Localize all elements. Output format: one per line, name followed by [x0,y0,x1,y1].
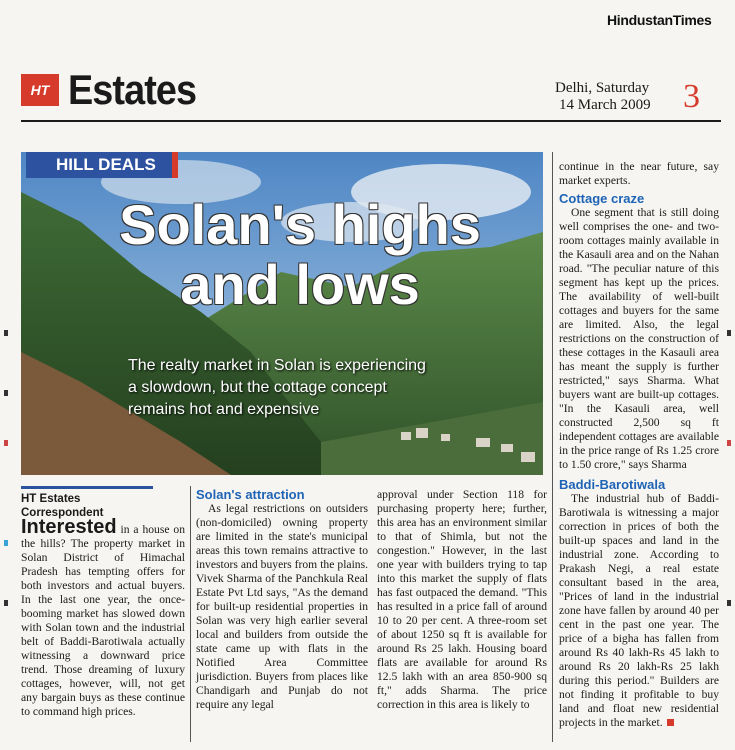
baddi-barotiwala-text [559,492,719,730]
column-1 [21,492,185,719]
margin-mark [4,440,8,446]
column-2-text: As legal restrictions on outsiders (non-domiciled) owning property are limited in the state's municipal areas this town remains attractive to investors and buyers from the plains. Vivek Sharma of the Panchkula Real Estate Pvt Ltd says, "As the demand for built-up residential properties in Solan was very high earlier several local and builders from outside the state came up with flats in the Notified Area Committee jurisdiction. Buyers from places like Chandigarh and Punjab do not require any legal [196,502,368,711]
baddi-barotiwala-body: The industrial hub of Baddi-Barotiwala is witnessing a major correction in prices of both the built-up spaces and land in the industrial zone. According to Prakash Negi, a real estate consultant based in the area, "Prices of land in the industrial zone have fallen by around 40 per cent in the past one year. The price of a bigha has fallen from around Rs 40 lakh-Rs 45 lakh to around Rs 20 lakh-Rs 25 lakh during this period." Builders are not finding it profitable to buy land and float new residential projects in the market. [559,492,719,729]
section-title: Estates [68,66,197,113]
subhead-cottage-craze: Cottage craze [559,191,645,206]
column-divider [552,152,553,742]
ht-logo: HT [21,74,59,106]
byline-bar [21,486,153,489]
dropcap-word: Interested [21,516,117,538]
column-2 [196,488,368,712]
headline-line-1: Solan's highs [119,193,481,256]
end-mark-icon [667,719,674,726]
margin-mark [727,600,731,606]
column-divider [190,486,191,742]
headline-line-2: and lows [180,253,420,316]
subhead-baddi-barotiwala: Baddi-Barotiwala [559,477,666,492]
dateline [555,80,651,114]
intro-paragraph [21,516,185,719]
column-3-text: approval under Section 118 for purchasing property here; further, this area has an environment similar to that of Shimla, but not the congestion." However, in the last one year with builders trying to tap into this market the supply of flats has fast outpaced the demand. "This has resulted in a price fall of around 10 to 20 per cent. A three-room set of about 1250 sq ft is available for around Rs 25 lakh. Housing board flats are available for around Rs 12.5 lakh with an area 850-900 sq ft," adds Sharma. The price correction in this area is likely to [377,488,547,711]
masthead-logo: HindustanTimes [607,12,712,28]
margin-mark [4,600,8,606]
margin-mark [4,540,8,546]
dateline-date: 14 March 2009 [559,97,651,113]
standfirst: The realty market in Solan is experiencing a slowdown, but the cottage concept remains hot and expensive [128,357,426,418]
subhead-solans-attraction: Solan's attraction [196,487,305,502]
kicker-label: HILL DEALS [26,152,178,178]
headline [100,195,500,315]
section-rule [21,120,721,122]
column-4 [559,160,719,730]
column-4-lead: continue in the near future, say market experts. [559,160,719,187]
dateline-day: Delhi, Saturday [555,80,650,96]
cottage-craze-text: One segment that is still doing well comprises the one- and two-room cottages mainly available in the Kasauli area and on the Nahan road. "The peculiar nature of this segment has kept up the prices. The availability of well-built cottages and buyers for the same are limited. Also, the legal restrictions on the construction of these cottages in the Kasauli area has meant the supply is further restricted," says Sharma. What buyers want are built-up cottages. "In the Kasauli area, well constructed 2,500 sq ft independent cottages are available in the price range of Rs 1.25 crore to 1.50 crore," says Sharma [559,206,719,471]
page-number: 3 [683,78,700,115]
margin-mark [4,330,8,336]
margin-mark [727,330,731,336]
byline-line-1: HT Estates [21,493,81,505]
byline-line-2: Correspondent [21,507,104,519]
column-3 [377,488,547,712]
margin-mark [4,390,8,396]
margin-mark [727,440,731,446]
intro-text: in a house on the hills? The property market in Solan District of Himachal Pradesh has tempting offers for both investors and actual buyers. In the last one year, the once-booming market has slowed down with Solan town and the industrial belt of Baddi-Barotiwala actually witnessing a downward price trend. Those dreaming of luxury cottages, however, will, not get any bargain buys as these continue to command high prices. [21,523,185,718]
